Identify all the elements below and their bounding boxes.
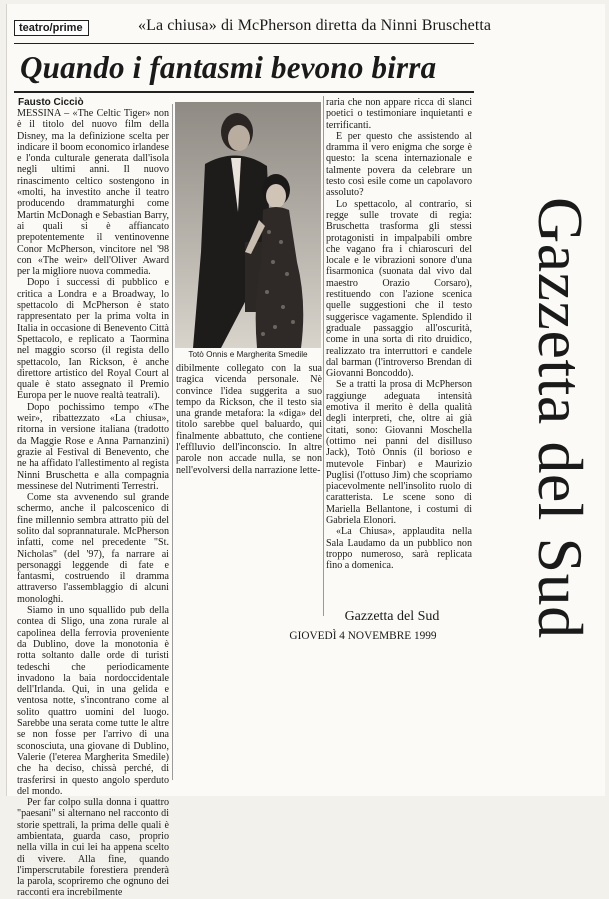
- header-bottom-rule: [14, 91, 474, 93]
- article-column-3: [326, 97, 472, 612]
- paragraph: «La Chiusa», applaudita nella Sala Laudamo da un pubblico non troppo numeroso, sarà replicata fino a domenica.: [326, 526, 472, 572]
- column-divider: [323, 96, 324, 616]
- footer-paper-name: Gazzetta del Sud: [344, 609, 440, 624]
- photo-actors-image: [175, 102, 321, 348]
- paragraph: MESSINA – «The Celtic Tiger» non è il titolo del nuovo film della Disney, ma la definizione scelta per indicare il boom economico irlandese e l'onda culturale generata dall'isola negli ultimi anni. Il nuovo rinascimento celtico sostengono in «molti, ha investito anche il teatro producendo drammaturghi come Martin McDonagh e Sebastian Barry, ai quali si è affiancato prepotentemente il ventinovenne Conor McPherson, vincitore nel '98 con «The weir» dell'Oliver Award per la migliore nuova commedia.: [17, 108, 169, 278]
- paragraph: Siamo in uno squallido pub della contea di Sligo, una zona rurale al capolinea della ferrovia proveniente da Dublino, dove la monotonia è rotta soltanto dalle orde di turisti tedeschi che periodicamente invadono la baia nordoccidentale dell'Irlanda. Qui, in una gelida e ventosa notte, s'incontrano come al solito quattro uomini del luogo. Sarebbe una serata come tutte le altre se non fosse per l'arrivo di una sconosciuta, una giovane di Dublino, Valerie (l'eterea Margherita Smedile) che ha deciso, chissà perché, di trasferirsi in questo angolo sperduto del mondo.: [17, 605, 169, 797]
- vertical-masthead-text: Gazzetta del Sud: [525, 196, 596, 639]
- paragraph: E per questo che assistendo al dramma il vero enigma che sorge è questo: la scena internazionale e talmente povera da celebrare un testo così esile come un capolavoro assoluto?: [326, 130, 472, 199]
- headline: Quando i fantasmi bevono birra: [20, 49, 437, 85]
- paragraph: Se a tratti la prosa di McPherson raggiunge adeguata intensità emotiva il merito è della qualità degli interpreti, che, oltre ai già citati, sono: Giovanni Moschella (ottimo nei panni del disilluso Jack), Totò Onnis (il borioso e mutevole Finbar) e Maurizio Puglisi (l'ottuso Jim) che scopriamo piacevolmente nell'insolito ruolo di caratterista. Le scene sono di Mariella Bellantone, i costumi di Gabriela Elonori.: [326, 379, 472, 526]
- paragraph: Lo spettacolo, al contrario, si regge sulle trovate di regia: Bruschetta trasforma gli stessi protagonisti in impalpabili ombre che vagano fra i chiaroscuri del locale e le vibrazioni sonore d'una fisarmonica (suonata dal vivo dal maestro Orazio Corsaro), restituendo con l'azione scenica quelle suggestioni che il testo suggerisce vagamente. Splendido il graduale passaggio all'oscurità, come in una sorta di rito druidico, realizzato tra interruttori e candele dal barman (l'introverso Brendan di Giovanni Boncoddo).: [326, 198, 472, 380]
- photo-caption: Totò Onnis e Margherita Smedile: [188, 350, 308, 359]
- paragraph: Dopo pochissimo tempo «The weir», ribattezzato «La chiusa», ritorna in versione italiana (tradotto da Maggie Rose e Anna Parnanzini) grazie al Festival di Benevento, che ne ha affidato l'allestimento al regista Ninni Bruschetta e alla compagnia messinese del Nutrimenti Terrestri.: [17, 401, 169, 492]
- paragraph: dibilmente collegato con la sua tragica vicenda personale. Nè convince l'idea suggerita a suo tempo da Rickson, che il testo sia una grande metafora: la «diga» del titolo sarebbe quel baluardo, qui finalmente abbattuto, che contiene l'efflluvio dell'inconscio. In altre parole non accade nulla, se non nell'evolversi della narrazione lette-: [176, 363, 322, 476]
- kicker: «La chiusa» di McPherson diretta da Ninni Bruschetta: [138, 17, 492, 34]
- article-column-2: [176, 363, 322, 481]
- article-photo: [175, 102, 321, 348]
- paragraph: Per far colpo sulla donna i quattro "paesani" si alternano nel racconto di storie spettrali, la prima delle quali è ambientata, guarda caso, proprio nella villa in cui lei ha appena scelto di vivere. Alla fine, quando l'imperscrutabile forestiera prenderà la parola, scopriremo che ognuno dei racconti era increbilmente: [17, 797, 169, 899]
- paragraph: Dopo i successi di pubblico e critica a Londra e a Broadway, lo spettacolo di McPherson è stato rappresentato per la prima volta in Italia in occasione di Benevento Città Spettacolo, e replicato a Taormina nel maggio scorso (il regista dello spettacolo, Ian Rickson, è anche direttore artistico del Royal Court al quale è stato assegnato il Premio Europa per le nuove realtà teatrali).: [17, 277, 169, 402]
- paragraph: raria che non appare ricca di slanci poetici o testimoniare inquietanti e terrificanti.: [326, 97, 472, 131]
- paragraph: Come sta avvenendo sul grande schermo, anche il palcoscenico di fine millennio sembra attratto più del solito dal soprannaturale. McPherson infatti, come nel precedente "St. Nicholas" (del '97), fa narrare ai personaggi leggende di fate e fantasmi, costruendo il dramma attraverso l'assemblaggio di alcuni monologhi.: [17, 492, 169, 605]
- section-tag: teatro/prime: [14, 20, 89, 36]
- article-column-1: [17, 108, 169, 899]
- footer-date: GIOVEDÌ 4 NOVEMBRE 1999: [289, 630, 437, 642]
- column-divider: [172, 104, 173, 780]
- vertical-masthead: [521, 55, 599, 780]
- header-top-rule: [14, 43, 474, 44]
- byline: Fausto Cicciò: [18, 97, 84, 108]
